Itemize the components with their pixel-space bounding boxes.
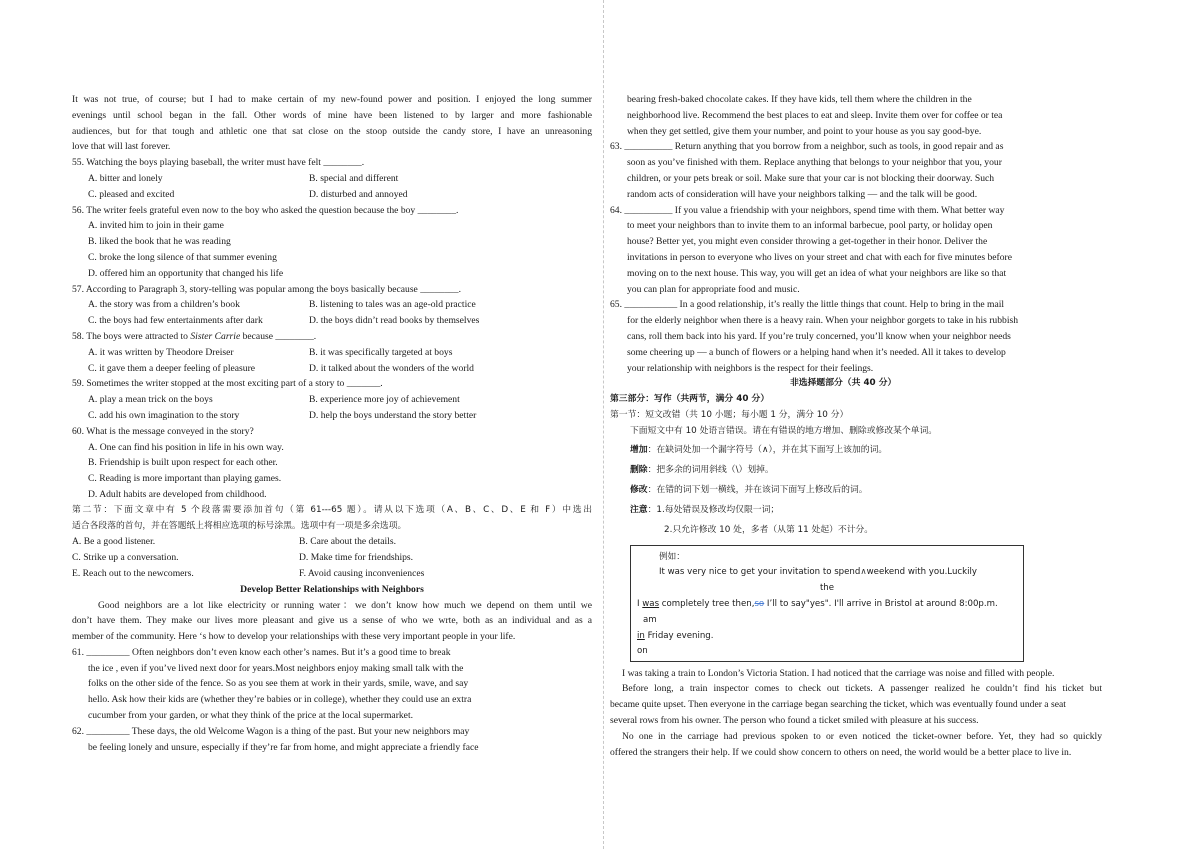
option-a: A. bitter and lonely (88, 172, 163, 184)
paragraph-64-line: to meet your neighbors than to invite them to an informal barbecue, pool party, or holiday open (627, 220, 993, 232)
rule-label: 注意 (630, 504, 648, 515)
question-60-stem: 60. What is the message conveyed in the story? (72, 425, 254, 437)
example-text: Friday evening. (644, 630, 714, 641)
paragraph-65-line: some cheering up — a bunch of flowers or a helping hand when it’s needed. All it takes to develop (627, 346, 1006, 358)
paragraph-61-line: hello. Ask how their kids are (whether they’re babies or in college), whether they could use an extra (88, 694, 472, 706)
example-line-1 (637, 565, 1017, 581)
option-c: C. add his own imagination to the story (88, 409, 240, 421)
option-b: B. special and different (309, 172, 399, 184)
rule-note-2: 2.只允许修改 10 处，多者（从第 11 处起）不计分。 (664, 524, 874, 535)
paragraph-61-line: the ice , even if you’ve lived next door for years.Most neighbors enjoy making small talk with the (88, 662, 464, 674)
seven-option-f: F. Avoid causing inconveniences (299, 567, 425, 579)
question-58-options-cd (72, 361, 592, 377)
question-59-options-cd (72, 408, 592, 424)
left-column (72, 92, 592, 755)
section-2-instructions: 适合各段落的首句，并在答题纸上将相应选项的标号涂黑。选项中有一项是多余选项。 (72, 520, 407, 531)
rule-text: ：1.每处错误及修改均仅限一词； (647, 504, 780, 515)
question-57-options-ab (72, 297, 592, 313)
question-56-stem: 56. The writer feels grateful even now to the boy who asked the question because the boy ________. (72, 204, 459, 216)
paragraph-61-line: 61. _________ Often neighbors don’t even know each other’s names. But it’s a good time to break (72, 646, 451, 658)
option-c: C. the boys had few entertainments after dark (88, 315, 263, 327)
passage-title: Develop Better Relationships with Neighbors (240, 583, 424, 595)
option-b: B. it was specifically targeted at boys (309, 346, 453, 358)
paragraph-64-line: invitations in person to everyone who lives on your street and chat with each for five minutes before (627, 251, 1012, 263)
paragraph-64-line: you can plan for appropriate food and music. (627, 283, 800, 295)
rule-label: 删除 (630, 464, 648, 475)
rule-modify (610, 480, 1102, 500)
example-line-2 (637, 597, 1017, 613)
option-b: B. experience more joy of achievement (309, 394, 460, 406)
option-d: D. offered him an opportunity that changed his life (88, 267, 284, 279)
option-d: D. Adult habits are developed from childhood. (88, 488, 267, 500)
seven-option-d: D. Make time for friendships. (299, 552, 414, 564)
paragraph-64-line: 64. __________ If you value a friendship with your neighbors, spend time with them. What better way (610, 204, 1005, 216)
essay-line: several rows from his owner. The person who found a ticket smiled with pleasure at his success. (610, 714, 979, 726)
example-correction-on: on (637, 646, 648, 657)
question-55-options-ab (72, 171, 592, 187)
paragraph-63-line: 63. __________ Return anything that you borrow from a neighbor, such as tools, in good repair and as (610, 141, 1004, 153)
option-c: C. it gave them a deeper feeling of pleasure (88, 362, 256, 374)
question-58-stem (72, 329, 592, 345)
rule-text: ：在错的词下划一横线，并在该词下面写上修改后的词。 (647, 484, 868, 495)
stem-post: because ________. (240, 330, 317, 342)
example-box (630, 545, 1024, 662)
intro-line: evenings until school began in the fall. Other words of mine have been listened to by larger and more fashionable (72, 109, 592, 121)
paragraph-62-line: when they get settled, give them your number, and point to your house as you say good-bye. (627, 125, 982, 137)
paragraph-64-line: moving on to the next house. This way, you will get an idea of what your neighbors are like so that (627, 267, 1007, 279)
paragraph-65-line: cans, roll them back into his yard. If you’re truly concerned, you’ll know when your neighbor needs (627, 330, 1011, 342)
example-text: I’ll to say"yes". I'll arrive in Bristol at around 8:00p.m. (764, 598, 998, 609)
seven-option-c: C. Strike up a conversation. (72, 552, 179, 564)
page-fold-line (603, 0, 604, 849)
essay-line: offered the strangers their help. If we could show concern to others on need, the world would be a better place to live in. (610, 746, 1072, 758)
option-a: A. the story was from a children’s book (88, 299, 240, 311)
option-a: A. play a mean trick on the boys (88, 394, 213, 406)
option-b: B. liked the book that he was reading (88, 236, 231, 248)
essay-line: No one in the carriage had previous spoken to or even noticed the ticket-owner before. Yet, they had so quickly (622, 730, 1102, 742)
paragraph-63-line: soon as you’ve finished with them. Replace anything that belongs to your neighbor that you, your (627, 157, 1002, 169)
passage-intro-line: member of the community. Here ‘s how to develop your relationships with these very important people in your life. (72, 631, 516, 643)
rule-label: 增加 (630, 444, 648, 455)
example-line-3 (637, 629, 1017, 645)
option-c: C. pleased and excited (88, 188, 175, 200)
question-59-stem: 59. Sometimes the writer stopped at the most exciting part of a story to _______. (72, 378, 383, 390)
seven-option-a: A. Be a good listener. (72, 536, 156, 548)
right-column (610, 92, 1102, 760)
seven-option-b: B. Care about the details. (299, 536, 396, 548)
intro-line: It was not true, of course; but I had to make certain of my new-found power and position. I enjoyed the long summer (72, 94, 592, 105)
intro-line: love that will last forever. (72, 141, 171, 153)
option-d: D. it talked about the wonders of the world (309, 362, 474, 374)
paragraph-63-line: children, or your pets break or soil. Make sure that your car is not blocking their doorway. Such (627, 172, 995, 184)
stem-pre: 58. The boys were attracted to (72, 330, 191, 342)
paragraph-64-line: house? Better yet, you might even consider throwing a get-together in their honor. Deliver the (627, 236, 988, 248)
question-55-stem: 55. Watching the boys playing baseball, the writer must have felt ________. (72, 157, 365, 169)
rule-note (610, 500, 1102, 520)
rule-text: ：在缺词处加一个漏字符号（∧），并在其下面写上该加的词。 (647, 444, 888, 455)
option-d: D. the boys didn’t read books by themselves (309, 315, 480, 327)
example-correction-am: am (643, 614, 657, 625)
section-1-title: 第一节：短文改错（共 10 小题；每小题 1 分，满分 10 分） (610, 409, 849, 420)
essay-line: became quite upset. Then everyone in the carriage began searching the ticket, which was eventually found under a seat (610, 699, 1066, 711)
paragraph-61-line: folks on the other side of the fence. So as you see them at work in their yards, smile, wave, and say (88, 678, 469, 690)
intro-line: audiences, but for that tough and athletic one that sat close on the stoop outside the candy store, I have an unreasoning (72, 125, 592, 137)
rule-label: 修改 (630, 484, 648, 495)
seven-choice-options (72, 534, 592, 581)
question-58-options-ab (72, 345, 592, 361)
example-text: I (637, 598, 643, 609)
option-a: A. invited him to join in their game (88, 220, 224, 232)
passage-intro-line: Good neighbors are a lot like electricity or running water：we don’t know how much we depend on them until we (98, 599, 592, 611)
option-d: D. disturbed and annoyed (309, 188, 408, 200)
struck-word: so (754, 598, 765, 609)
question-55-options-cd (72, 187, 592, 203)
option-b: B. listening to tales was an age-old practice (309, 299, 476, 311)
paragraph-61-line: cucumber from your garden, or what they think of the price at the local supermarket. (88, 710, 414, 722)
underlined-error-word: in (637, 630, 645, 641)
rule-add (610, 440, 1102, 460)
example-text: completely tree then, (659, 598, 755, 609)
paragraph-62-line: 62. _________ These days, the old Welcome Wagon is a thing of the past. But your new neighbors may (72, 725, 470, 737)
section-2-instructions: 第二节：下面文章中有 5 个段落需要添加首句（第 61---65 题）。请从以下选项（A、B、C、D、E 和 F）中选出 (72, 504, 592, 515)
rule-text: ：把多余的词用斜线（\）划掉。 (647, 464, 774, 475)
option-d: D. help the boys understand the story better (309, 409, 477, 421)
option-a: A. it was written by Theodore Dreiser (88, 346, 234, 358)
question-57-options-cd (72, 313, 592, 329)
paragraph-62-line: be feeling lonely and unsure, especially if they’re far from home, and might appreciate a friendly face (88, 741, 479, 753)
part-3-title: 第三部分：写作（共两节，满分 40 分） (610, 394, 770, 405)
essay-line: I was taking a train to London’s Victoria Station. I had noticed that the carriage was noise and filled with people. (622, 667, 1055, 679)
option-c: C. broke the long silence of that summer evening (88, 251, 277, 263)
paragraph-65-line: for the elderly neighbor when there is a heavy rain. When your neighbor gorgets to take in his rubbish (627, 315, 1019, 327)
paragraph-63-line: random acts of consideration will have your neighbors talking — and the talk will be good. (627, 188, 978, 200)
question-59-options-ab (72, 392, 592, 408)
passage-intro-line: don’t have them. They make our lives more pleasant and give us a sense of who we wrte, both as an individual and as a (72, 615, 592, 627)
insert-caret-mark: ∧ (860, 567, 867, 578)
option-a: A. One can find his position in life in his own way. (88, 441, 284, 453)
paragraph-62-line: bearing fresh-baked chocolate cakes. If they have kids, tell them where the children in the (627, 94, 972, 105)
option-b: B. Friendship is built upon respect for each other. (88, 457, 278, 469)
paragraph-62-line: neighborhood live. Recommend the best places to eat and sleep. Invite them over for coffee or tea (627, 109, 1003, 121)
example-text: It was very nice to get your invitation to spend (659, 567, 861, 578)
rule-delete (610, 460, 1102, 480)
option-c: C. Reading is more important than playing games. (88, 473, 282, 485)
example-text: weekend with you.Luckily (866, 567, 977, 578)
seven-option-e: E. Reach out to the newcomers. (72, 567, 194, 579)
error-correction-instructions: 下面短文中有 10 处语言错误。请在有错误的地方增加、删除或修改某个单词。 (630, 425, 938, 436)
non-choice-section-title: 非选择题部分（共 40 分） (790, 378, 897, 389)
paragraph-65-line: 65. ___________ In a good relationship, it’s really the little things that count. Help to bring in the mail (610, 299, 1005, 311)
example-inserted-word: the (819, 583, 835, 594)
question-57-stem: 57. According to Paragraph 3, story-telling was popular among the boys basically because ________. (72, 283, 461, 295)
example-label: 例如： (659, 551, 685, 562)
essay-line: Before long, a train inspector comes to check out tickets. A passenger realized he couldn’t find his ticket but (622, 683, 1102, 695)
paragraph-65-line: your relationship with neighbors is the respect for their feelings. (627, 362, 874, 374)
book-title: Sister Carrie (190, 330, 241, 342)
underlined-error-word: was (642, 598, 660, 609)
